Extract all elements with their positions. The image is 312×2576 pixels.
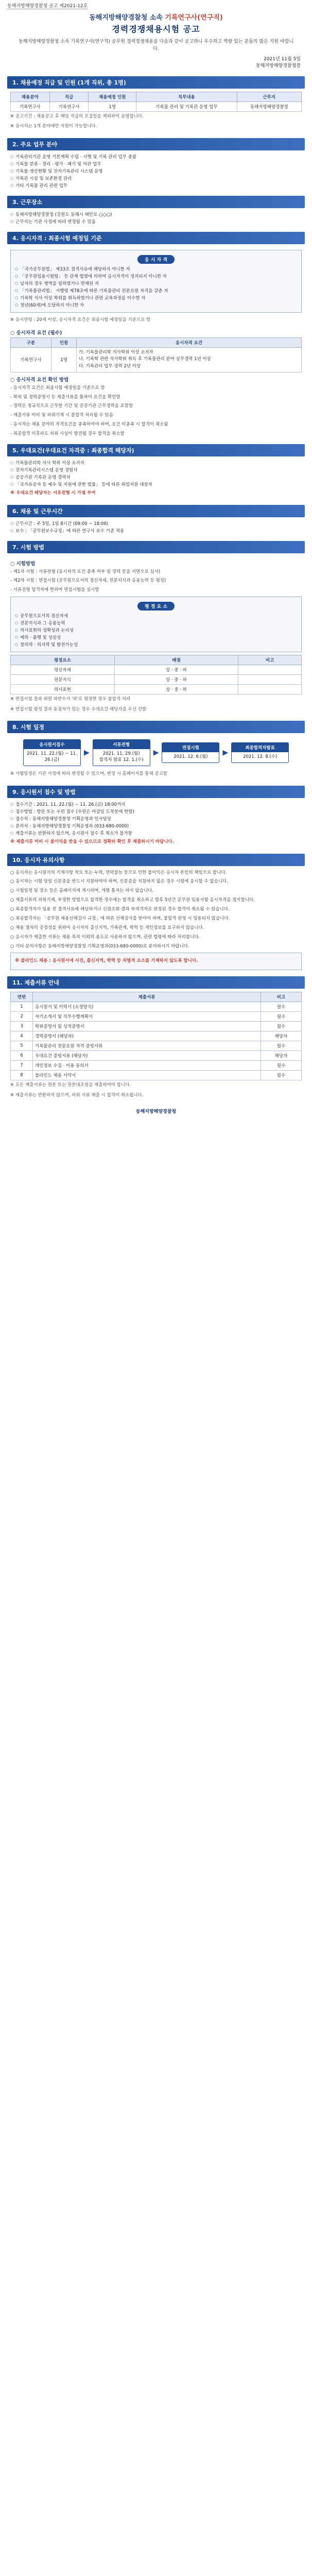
issuer: 동해지방해양경찰청장 [256,63,301,69]
list-item: ○ 제출서류는 반환하지 않으며, 응시원서 접수 후 취소가 불가함 [10,830,302,837]
table-row [11,101,302,111]
list-item: ○ 근무지는 기관 사정에 따라 변경될 수 있음 [10,218,302,226]
list-item: ○ 「국가공무원법」 제33조 결격사유에 해당하지 아니한 자 [15,266,297,273]
note: ※ 면접시험 평정 결과 동점자가 있는 경우 우대요건 해당자를 우선 선발 [10,706,147,712]
paragraph: - 최종합격 이후라도 허위 사실이 발견될 경우 합격을 취소함 [10,431,125,437]
section-8 [7,721,305,779]
table-row [11,1060,302,1070]
notice-page [0,0,312,1123]
list-item: ○ 접수처 : 동해지방해양경찰청 기획운영과 인사담당 [10,816,302,823]
th: 제출서류 [33,992,261,1002]
section-2 [7,138,305,190]
doc-title: 경력경쟁채용시험 공고 [112,24,200,34]
section-title: 6. 채용 및 근무시간 [7,505,305,517]
section-4 [7,232,305,438]
work-hours-list [10,520,302,535]
th: 배점 [114,655,238,665]
td: 동해지방해양경찰청 [237,101,301,111]
arrow-right-icon: ▶ [222,749,229,757]
td: 응시원서 및 이력서 (소정양식) [33,1002,261,1011]
note: ※ 제출서류는 반환하지 않으며, 허위 서류 제출 시 합격이 취소됩니다. [10,1092,144,1098]
table-row [11,1021,302,1031]
table-row [11,675,302,685]
td: 필수 [261,1060,302,1070]
td: 상 · 중 · 하 [114,685,238,694]
td: 자기소개서 및 직무수행계획서 [33,1011,261,1021]
note: ※ 공고기간 : 채용공고 후 해당 직급의 모집일을 제외하여 운영합니다. [10,113,144,119]
td: 6 [11,1050,33,1060]
box-title: 평 정 요 소 [137,602,175,611]
note: ※ 제출서류 미비 시 불이익을 받을 수 있으므로 정확히 확인 후 제출하시기 바랍니다. [10,839,174,844]
list-item: ○ 의사표현의 정확성과 논리성 [15,627,297,634]
duty-list [10,154,302,190]
table-row [11,1011,302,1021]
paragraph: ○ 응시자는 시험 당일 신분증을 반드시 지참하여야 하며, 신분증을 지참하지 않은 경우 시험에 응시할 수 없습니다. [10,879,228,885]
list-item: ○ 보수 : 「공무원보수규정」에 따른 연구사 보수 기준 적용 [10,528,302,535]
note: ※ 우대요건 해당자는 서류전형 시 가점 부여 [10,490,96,496]
paragraph: ○ 최종합격자는 「공무원 채용신체검사 규정」에 따른 신체검사를 받아야 하며, 불합격 판정 시 임용되지 않습니다. [10,916,230,921]
list-item: ○ 기록물 생산현황 및 전자기록관리 시스템 운영 [10,168,302,175]
list-item: ○ 기록물 분류 · 정리 · 평가 · 폐기 및 이관 업무 [10,161,302,168]
paragraph: ○ 채용 절차의 공정성을 위하여 응시자의 출신지역, 가족관계, 학력 등 개인정보를 요구하지 않습니다. [10,925,204,930]
td: 학위증명서 및 성적증명서 [33,1021,261,1031]
td [238,675,302,685]
date-block [7,56,301,70]
list-item: ○ 문의처 : 동해지방해양경찰청 기획운영과 (033-680-0000) [10,823,302,830]
section-3 [7,196,305,226]
paragraph: ○ 제출서류의 허위기재, 부정한 방법으로 합격한 경우에는 합격을 취소하고 향후 5년간 공무원 임용시험 응시자격을 정지합니다. [10,897,255,903]
intro-text: 동해지방해양경찰청 소속 기록연구사(연구직) 공무원 경력경쟁채용을 다음과 같이 공고하니 우수하고 역량 있는 분들의 많은 지원 바랍니다. [19,39,293,52]
documents-table [10,992,302,1080]
note: ※ 시험일정은 기관 사정에 따라 변경될 수 있으며, 변경 시 홈페이지를 통해 공고함 [10,771,168,777]
section-7 [7,541,305,715]
td [238,665,302,675]
paragraph: - 경력은 정규직으로 근무한 기간 및 공공기관 근무경력을 포함함 [10,403,133,409]
flow-step [23,739,81,766]
th: 직무내용 [136,92,237,101]
th: 비고 [238,655,302,665]
list-item: ○ 「국가유공자 등 예우 및 지원에 관한 법률」 등에 따른 취업지원 대상자 [10,481,302,488]
paragraph: ○ 시험일정 및 장소 등은 홈페이지에 게시하며, 개별 통지는 하지 않습니다. [10,888,153,894]
section-title: 9. 응시원서 접수 및 방법 [7,786,305,798]
list-item: ○ 공무원으로서의 정신자세 [15,613,297,620]
section-9 [7,786,305,848]
td: 1명 [89,101,136,111]
paragraph: - 제1차 시험 : 서류전형 (응시자격 요건 충족 여부 및 경력 등을 서면으로 심사) [10,569,161,574]
td: 상 · 중 · 하 [114,665,238,675]
td: 상 · 중 · 하 [114,675,238,685]
paragraph: - 서류전형 합격자에 한하여 면접시험을 실시함 [10,587,99,593]
list-item: ○ 창의력 · 의지력 및 발전가능성 [15,641,297,649]
paragraph: ○ 응시자가 제출한 서류는 채용 목적 이외의 용도로 사용하지 않으며, 관련 법령에 따라 처리합니다. [10,934,200,940]
th: 채용분야 [11,92,50,101]
list-item: ○ 「공무원임용시험령」 등 관계 법령에 의하여 응시자격이 정지되지 아니한 자 [15,273,297,280]
position-table [10,92,302,112]
th: 채용예정 인원 [89,92,136,101]
paragraph: - 제출서류 미비 및 허위기재 시 불합격 처리될 수 있음 [10,413,113,418]
paragraph: - 제2차 시험 : 면접시험 (공무원으로서의 정신자세, 전문지식과 응용능력 등 평정) [10,578,166,584]
list-item: ○ 남자의 경우 병역을 필하였거나 면제된 자 [15,280,297,287]
td: 4 [11,1031,33,1041]
list-item: ○ 기록관 시설 및 보존환경 관리 [10,175,302,182]
section-10 [7,854,305,970]
td [238,685,302,694]
text-block [10,869,302,951]
paragraph: - 응시자는 채용 분야의 자격요건을 충족하여야 하며, 요건 미충족 시 합격이 취소됨 [10,422,168,428]
table-row [11,1031,302,1041]
flow-step-date: 2021. 11. 29.(월) 합격자 발표 12. 1.(수) [99,751,144,763]
section-title: 1. 채용예정 직급 및 인원 (1개 직위, 총 1명) [7,76,305,89]
table-row [11,347,302,372]
flow-step-title: 면접시험 [162,743,219,752]
application-list [10,801,302,837]
td: 기록연구사 [49,101,89,111]
list-item: ○ 예의 · 품행 및 성실성 [15,634,297,641]
flow-step-date: 2021. 12. 8.(수) [243,754,278,760]
list-item: ○ 「기록물관리법」 시행령 제78조에 따른 기록물관리 전문요원 자격을 갖춘 자 [15,287,297,295]
sub-title: ○ 시험방법 [10,561,36,567]
flow-step [93,739,150,766]
section-title: 5. 우대요건(우대요건 자격증 : 최종합격 해당자) [7,444,305,456]
list-item: ○ 기록학 석사 이상 학위를 취득하였거나 관련 교육과정을 이수한 자 [15,295,297,302]
td: 필수 [261,1041,302,1050]
flow-step-date: 2021. 11. 22.(월) ~ 11. 26.(금) [26,751,77,763]
flow-step [162,742,219,763]
paragraph: ○ 최종합격자가 임용 전 결격사유에 해당하거나 신원조회 결과 부적격자로 판정된 경우 합격이 취소될 수 있습니다. [10,907,230,912]
th: 비고 [261,992,302,1002]
text-block [10,384,302,438]
td: 기록물관리 전문요원 자격 증빙서류 [33,1041,261,1050]
td: 필수 [261,1021,302,1031]
td: 3 [11,1021,33,1031]
section-11 [7,976,305,1100]
note: ※ 면접시험 결과 위원 과반수가 '하'로 평정한 경우 불합격 처리 [10,697,131,702]
list-item: ○ 전문지식과 그 응용능력 [15,620,297,627]
td: 기록연구사 [11,347,51,372]
table-row [11,685,302,694]
section-title: 4. 응시자격 : 최종시험 예정일 기준 [7,232,305,244]
list-item: ○ 전자기록관리시스템 운영 경험자 [10,467,302,474]
org-heading: 동해지방해양경찰청 소속 기록연구사(연구직) [89,14,223,22]
text-block [10,568,302,595]
table-row [11,1050,302,1060]
evaluation-table [10,655,302,694]
section-title: 2. 주요 업무 분야 [7,138,305,150]
note: ※ 모든 제출서류는 원본 또는 원본대조필을 제출하여야 합니다. [10,1082,131,1088]
evaluation-box [10,597,302,652]
list-item: ○ 기록물관리학 석사 학위 이상 소지자 [10,460,302,467]
td: 의사표현 [11,685,115,694]
paragraph: ○ 응시자는 응시원서의 기재사항 착오 또는 누락, 연락불능 등으로 인한 불이익은 응시자 본인의 책임으로 합니다. [10,870,227,875]
arrow-right-icon: ▶ [83,749,90,757]
td: 우대요건 증빙서류 (해당자) [33,1050,261,1060]
list-item: ○ 기타 기록물 관리 관련 업무 [10,182,302,190]
preference-list [10,460,302,488]
flow-step-title: 최종합격자발표 [232,743,288,752]
arrow-right-icon: ▶ [153,749,159,757]
location-list [10,211,302,226]
td: 필수 [261,1070,302,1080]
section-title: 8. 시험 일정 [7,721,305,733]
td: 가. 기록물관리학 석사학위 이상 소지자 나. 기록학 관련 석사학위 취득 후 기록물관리 분야 실무경력 1년 이상 다. 기록관리 업무 경력 2년 이상 [77,347,302,372]
sub-title: ○ 응시자격 요건 (필수) [10,330,62,336]
sub-title: ○ 응시자격 요건 확인 방법 [10,377,69,383]
list-item: ○ 정년(60세)에 도달하지 아니한 자 [15,302,297,309]
section-6 [7,505,305,535]
td: 필수 [261,1002,302,1011]
flow-step-title: 서류전형 [93,740,150,749]
td: 개인정보 수집 · 이용 동의서 [33,1060,261,1070]
td: 정신자세 [11,665,115,675]
flow-step-title: 응시원서접수 [24,740,80,749]
list-item: ○ 근무시간 : 주 5일, 1일 8시간 (09:00 ~ 18:00) [10,520,302,528]
td: 블라인드 채용 서약서 [33,1070,261,1080]
notice-number: 동해지방해양경찰청 공고 제2021-12호 [7,4,88,9]
notice-date: 2021년 11월 5일 [264,56,301,62]
td: 해당자 [261,1031,302,1041]
list-item: ○ 기록관리기관 운영 기본계획 수립 · 시행 및 기록 관리 업무 총괄 [10,154,302,161]
blind-hiring-box [10,953,302,970]
schedule-flow [10,739,302,766]
footer-issuer: 동해지방해양경찰청 [135,1109,177,1115]
td: 기록연구사 [11,101,50,111]
td: 해당자 [261,1050,302,1060]
qualification-box [10,250,302,313]
qualification-table [10,337,302,372]
th: 직급 [49,92,89,101]
section-title: 11. 제출서류 안내 [7,976,305,989]
table-row [11,1070,302,1080]
td: 전문지식 [11,675,115,685]
section-5 [7,444,305,499]
td: 8 [11,1070,33,1080]
table-row [11,1002,302,1011]
td: 경력증명서 (해당자) [33,1031,261,1041]
note: ※ 응시자는 1개 분야에만 지원이 가능합니다. [10,124,97,129]
section-1 [7,76,305,132]
section-title: 3. 근무장소 [7,196,305,208]
th: 평정요소 [11,655,115,665]
section-title: 10. 응시자 유의사항 [7,854,305,866]
box-title: 응 시 자 격 [137,255,175,264]
note: ※ 블라인드 채용 : 응시원서에 사진, 출신지역, 학력 등 차별적 요소를 기재하지 않도록 합니다. [15,958,198,964]
flow-step-date: 2021. 12. 6.(월) [174,754,208,760]
td: 2 [11,1011,33,1021]
table-row [11,665,302,675]
td: 5 [11,1041,33,1050]
th: 근무지 [237,92,301,101]
td: 1 [11,1002,33,1011]
th: 응시자격 요건 [77,337,302,347]
list-item: ○ 동해지방해양경찰청 (강원도 동해시 해안로 ○○○) [10,211,302,218]
th: 연번 [11,992,33,1002]
list-item: ○ 접수방법 : 방문 또는 우편 접수 (우편은 마감일 도착분에 한함) [10,808,302,816]
th: 인원 [51,337,77,347]
list-item: ○ 접수기간 : 2021. 11. 22.(월) ~ 11. 26.(금) 18:00까지 [10,801,302,808]
paragraph: - 학위 및 경력증명서 등 제출서류를 통하여 요건을 확인함 [10,394,120,400]
section-title: 7. 시험 방법 [7,541,305,553]
td: 기록물 관리 및 기록관 운영 업무 [136,101,237,111]
list-item: ○ 공공기관 기록관 운영 경력자 [10,474,302,481]
paragraph: - 응시자격 요건은 최종시험 예정일을 기준으로 함 [10,385,105,391]
td: 필수 [261,1011,302,1021]
td: 7 [11,1060,33,1070]
flow-step [231,742,289,763]
note: ※ 응시연령 : 20세 이상, 응시자격 요건은 최종시험 예정일을 기준으로 함 [10,317,151,323]
th: 구분 [11,337,51,347]
table-row [11,1041,302,1050]
td: 1명 [51,347,77,372]
paragraph: ○ 기타 문의사항은 동해지방해양경찰청 기획운영과(033-680-0000)로 문의하시기 바랍니다. [10,943,189,949]
